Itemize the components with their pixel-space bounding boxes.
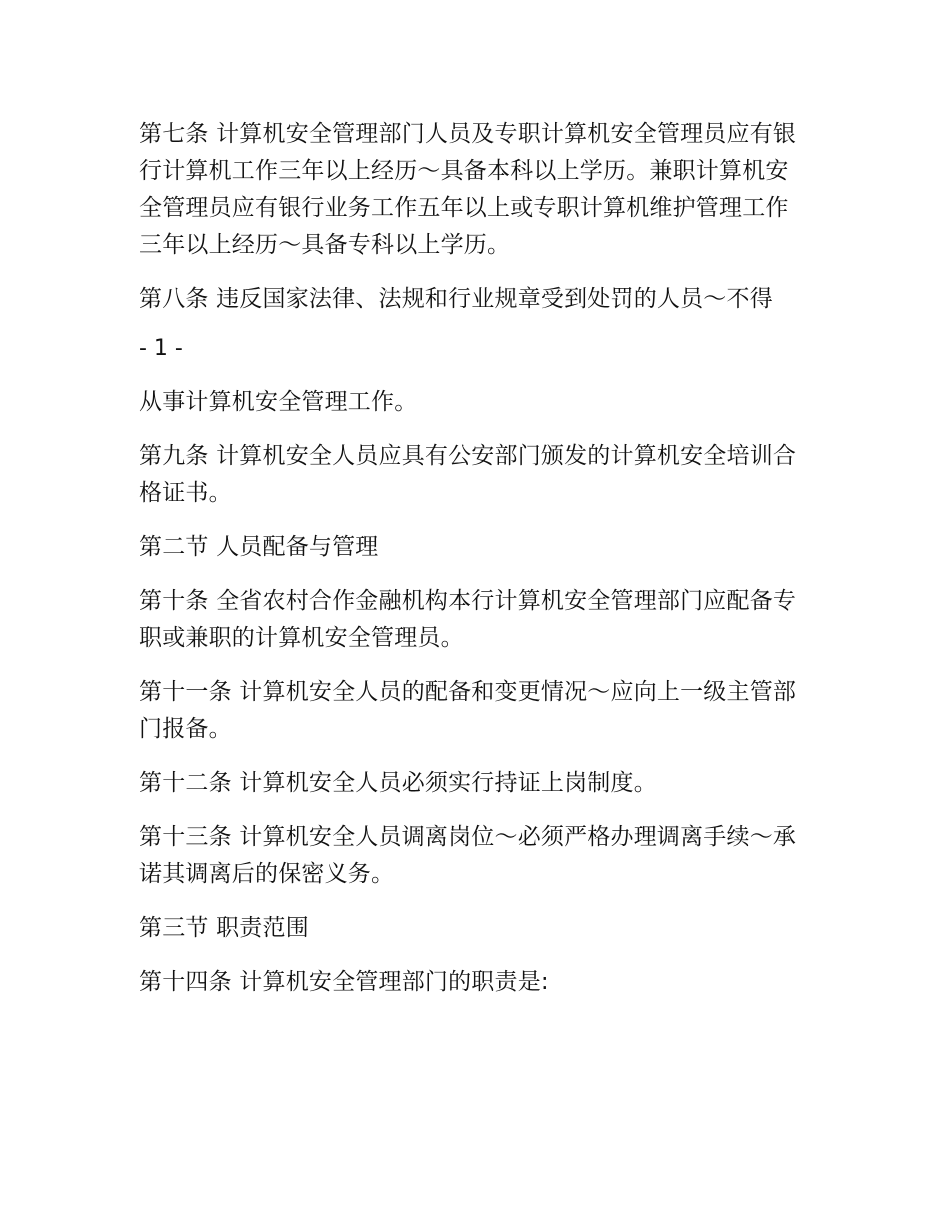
article-8-part2: 从事计算机安全管理工作。 — [139, 389, 418, 415]
article-13: 第十三条 计算机安全人员调离岗位～必须严格办理调离手续～承诺其调离后的保密义务。 — [139, 824, 797, 887]
document-page — [139, 116, 804, 1001]
article-8-part1: 第八条 违反国家法律、法规和行业规章受到处罚的人员～不得 — [139, 286, 773, 312]
article-7: 第七条 计算机安全管理部门人员及专职计算机安全管理员应有银行计算机工作三年以上经历～具备本科以上学历。兼职计算机安全管理员应有银行业务工作五年以上或专职计算机维护管理工作三年以上经历～具备专科以上学历。 — [139, 121, 797, 258]
page-number: - 1 - — [139, 336, 183, 361]
section-3-heading: 第三节 职责范围 — [139, 915, 309, 941]
article-10: 第十条 全省农村合作金融机构本行计算机安全管理部门应配备专职或兼职的计算机安全管理员。 — [139, 588, 797, 651]
section-2-heading: 第二节 人员配备与管理 — [139, 534, 379, 560]
article-14: 第十四条 计算机安全管理部门的职责是: — [139, 969, 549, 995]
article-11: 第十一条 计算机安全人员的配备和变更情况～应向上一级主管部门报备。 — [139, 679, 797, 742]
article-9: 第九条 计算机安全人员应具有公安部门颁发的计算机安全培训合格证书。 — [139, 443, 797, 506]
article-12: 第十二条 计算机安全人员必须实行持证上岗制度。 — [139, 770, 657, 796]
